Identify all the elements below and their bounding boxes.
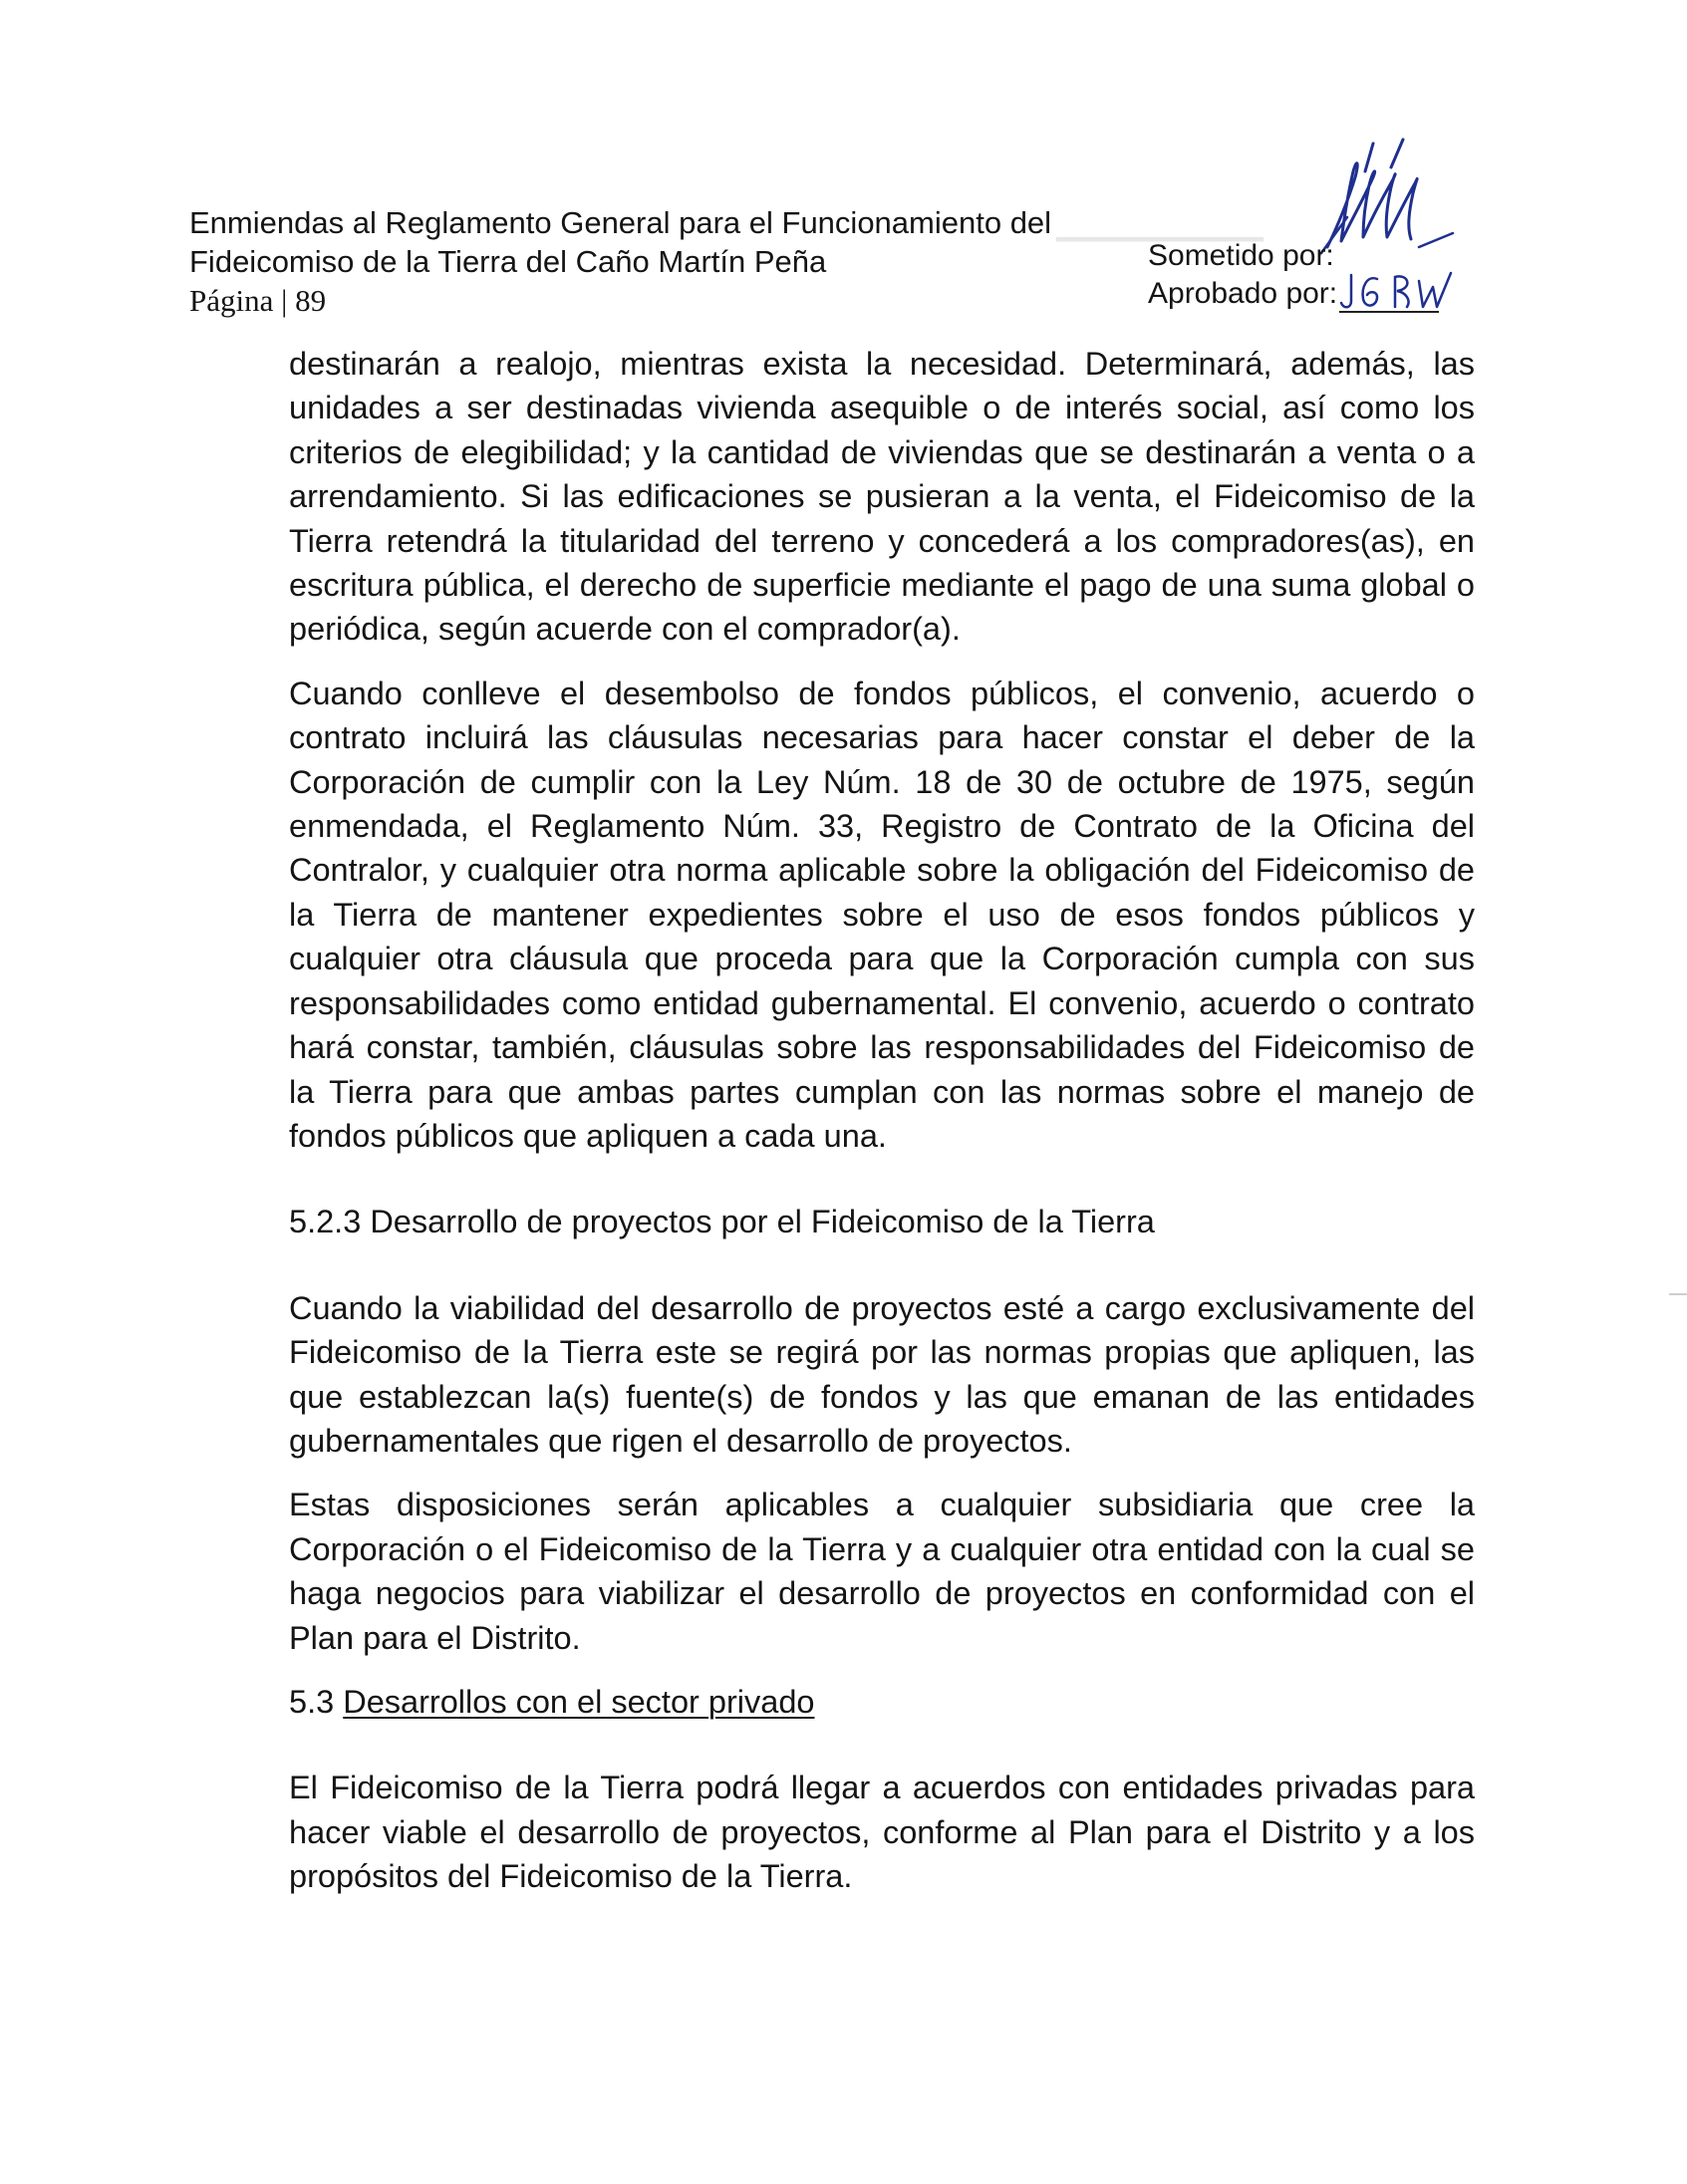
header-title-line-2: Fideicomiso de la Tierra del Caño Martín Peña [189,244,827,279]
paragraph-realojo: destinarán a realojo, mientras exista la necesidad. Determinará, además, las unidades a ser destinadas vivienda asequible o de interés social, así como los criterios de elegibilidad; y la cantidad de viviendas que se destinarán a venta o a arrendamiento. Si las edificaciones se pusieran a la venta, el Fideicomiso de la Tierra retendrá la titularidad del terreno y concederá a los compradores(as), en escritura pública, el derecho de superficie mediante el pago de una suma global o periódica, según acuerde con el comprador(a). [289,346,1475,648]
page-number: Página | 89 [189,283,327,318]
scan-edge-mark [1669,1293,1687,1295]
bleed-through-shadow: ▁▁▁▁▁▁▁▁▁ [1056,208,1264,241]
paragraph-viabilidad: Cuando la viabilidad del desarrollo de proyectos esté a cargo exclusivamente del Fideicomiso de la Tierra este se regirá por las normas propias que apliquen, las que establezcan la(s) fuente(s) de fondos y las que emanan de las entidades gubernamentales que rigen el desarrollo de proyectos. [289,1289,1475,1459]
approved-initials-mark [1337,267,1457,315]
section-5-2-3-heading: 5.2.3 Desarrollo de proyectos por el Fideicomiso de la Tierra [289,1204,1155,1240]
section-5-3-number: 5.3 [289,1683,335,1720]
section-5-3-title: Desarrollos con el sector privado [343,1683,815,1720]
paragraph-sector-privado: El Fideicomiso de la Tierra podrá llegar a acuerdos con entidades privadas para hacer viable el desarrollo de proyectos, conforme al Plan para el Distrito y a los propósitos del Fideicomiso de la Tierra. [289,1770,1475,1895]
submitted-label: Sometido por: [1148,239,1334,272]
section-5-3-heading [289,1680,1475,1724]
paragraph-disposiciones: Estas disposiciones serán aplicables a cualquier subsidiaria que cree la Corporación o el Fideicomiso de la Tierra y a cualquier otra entidad con la cual se haga negocios para viabilizar el desarrollo de proyectos en conformidad con el Plan para el Distrito. [289,1487,1475,1656]
header-title-line-1: Enmiendas al Reglamento General para el Funcionamiento del [189,205,1052,240]
paragraph-fondos-publicos: Cuando conlleve el desembolso de fondos públicos, el convenio, acuerdo o contrato incluirá las cláusulas necesarias para hacer constar el deber de la Corporación de cumplir con la Ley Núm. 18 de 30 de octubre de 1975, según enmendada, el Reglamento Núm. 33, Registro de Contrato de la Oficina del Contralor, y cualquier otra norma aplicable sobre la obligación del Fideicomiso de la Tierra de mantener expedientes sobre el uso de esos fondos públicos y cualquier otra cláusula que proceda para que la Corporación cumpla con sus responsabilidades como entidad gubernamental. El convenio, acuerdo o contrato hará constar, también, cláusulas sobre las responsabilidades del Fideicomiso de la Tierra para que ambas partes cumplan con las normas sobre el manejo de fondos públicos que apliquen a cada una. [289,675,1475,1154]
approved-label: Aprobado por: [1148,277,1338,310]
document-body [289,342,1475,1899]
